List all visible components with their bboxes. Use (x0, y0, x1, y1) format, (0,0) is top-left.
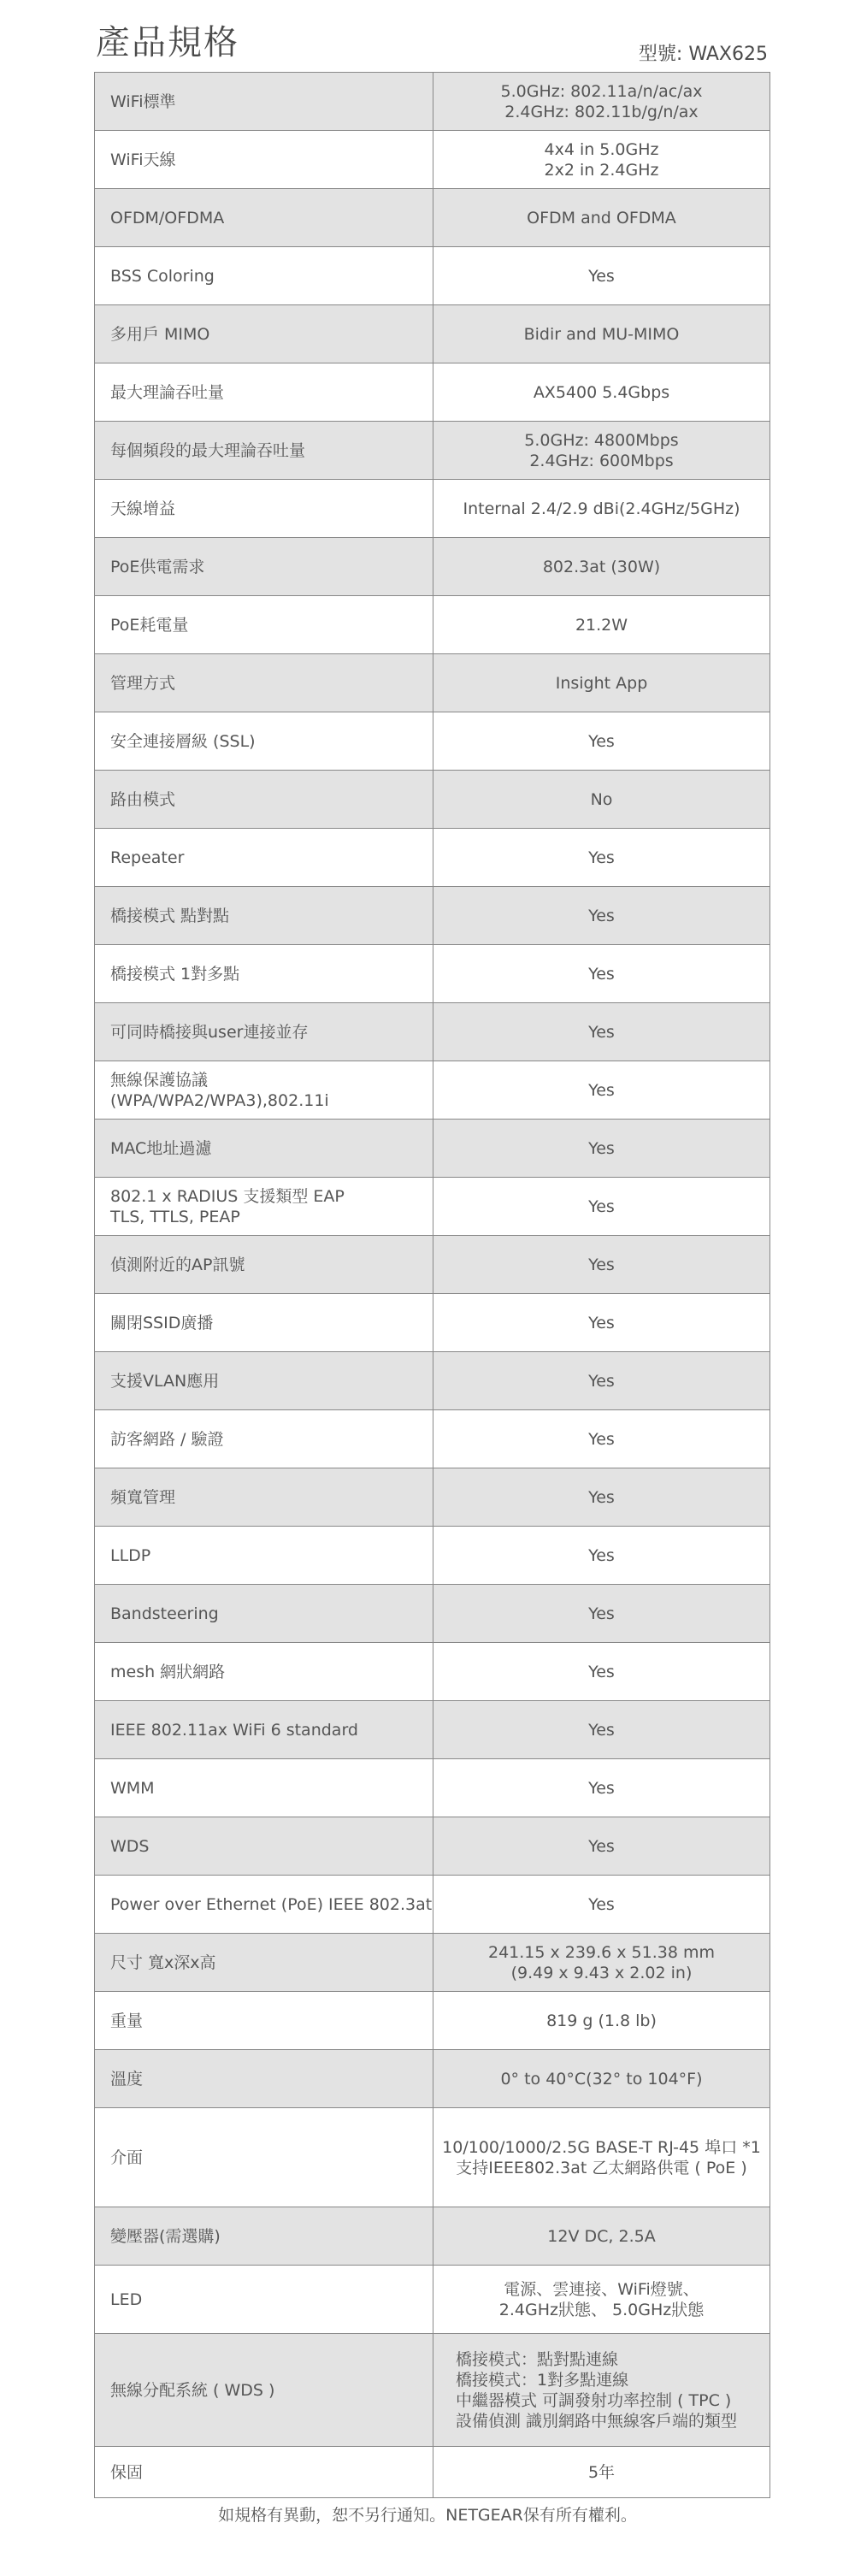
spec-value: No (433, 771, 770, 829)
spec-value: 802.3at (30W) (433, 538, 770, 596)
spec-label: 安全連接層級 (SSL) (95, 712, 433, 771)
spec-label: 變壓器(需選購) (95, 2207, 433, 2266)
spec-label: Repeater (95, 829, 433, 887)
spec-row (95, 1061, 770, 1120)
spec-row (95, 1701, 770, 1759)
spec-row (95, 363, 770, 422)
spec-row (95, 1410, 770, 1468)
spec-row (95, 480, 770, 538)
spec-table-body (95, 73, 770, 2498)
spec-label: IEEE 802.11ax WiFi 6 standard (95, 1701, 433, 1759)
spec-value: 21.2W (433, 596, 770, 654)
spec-value: Yes (433, 1468, 770, 1527)
spec-row (95, 1236, 770, 1294)
spec-value: 0° to 40°C(32° to 104°F) (433, 2050, 770, 2108)
spec-value: Insight App (433, 654, 770, 712)
spec-label: 管理方式 (95, 654, 433, 712)
spec-row (95, 1992, 770, 2050)
spec-row (95, 1527, 770, 1585)
spec-table (94, 72, 770, 2498)
spec-value: Yes (433, 1527, 770, 1585)
spec-row (95, 538, 770, 596)
spec-label: 關閉SSID廣播 (95, 1294, 433, 1352)
spec-row (95, 1468, 770, 1527)
spec-label: 訪客網路 / 驗證 (95, 1410, 433, 1468)
spec-label: 無線分配系統 ( WDS ) (95, 2334, 433, 2447)
spec-label: WiFi標準 (95, 73, 433, 131)
spec-value: Yes (433, 1294, 770, 1352)
spec-row (95, 1934, 770, 1992)
spec-label: 802.1 x RADIUS 支援類型 EAP TLS, TTLS, PEAP (95, 1178, 433, 1236)
spec-value: 4x4 in 5.0GHz 2x2 in 2.4GHz (433, 131, 770, 189)
spec-row (95, 945, 770, 1003)
spec-label: Bandsteering (95, 1585, 433, 1643)
spec-value: Yes (433, 1759, 770, 1817)
spec-label: PoE供電需求 (95, 538, 433, 596)
spec-label: 支援VLAN應用 (95, 1352, 433, 1410)
spec-row (95, 422, 770, 480)
spec-row (95, 2266, 770, 2334)
spec-label: 保固 (95, 2447, 433, 2498)
spec-label: mesh 網狀網路 (95, 1643, 433, 1701)
spec-row (95, 2108, 770, 2207)
spec-value: 12V DC, 2.5A (433, 2207, 770, 2266)
spec-label: 尺寸 寬x深x高 (95, 1934, 433, 1992)
spec-row (95, 189, 770, 247)
spec-label: 多用戶 MIMO (95, 305, 433, 363)
spec-label: LED (95, 2266, 433, 2334)
spec-value: Yes (433, 829, 770, 887)
spec-label: 偵測附近的AP訊號 (95, 1236, 433, 1294)
spec-label: 每個頻段的最大理論吞吐量 (95, 422, 433, 480)
spec-label: BSS Coloring (95, 247, 433, 305)
spec-value: Yes (433, 1585, 770, 1643)
spec-row (95, 2050, 770, 2108)
spec-value: Yes (433, 1817, 770, 1876)
spec-value: Yes (433, 1061, 770, 1120)
spec-row (95, 1120, 770, 1178)
spec-label: PoE耗電量 (95, 596, 433, 654)
spec-row (95, 2447, 770, 2498)
spec-value: 橋接模式：點對點連線 橋接模式：1對多點連線 中繼器模式 可調發射功率控制 ( TPC ) 設備偵測 識別網路中無線客戶端的類型 (433, 2334, 770, 2447)
spec-value: Yes (433, 1876, 770, 1934)
spec-label: Power over Ethernet (PoE) IEEE 802.3at (95, 1876, 433, 1934)
spec-value: Internal 2.4/2.9 dBi(2.4GHz/5GHz) (433, 480, 770, 538)
spec-label: WMM (95, 1759, 433, 1817)
spec-value: OFDM and OFDMA (433, 189, 770, 247)
spec-value: Yes (433, 1410, 770, 1468)
spec-value: 5年 (433, 2447, 770, 2498)
spec-row (95, 1759, 770, 1817)
spec-value: Yes (433, 1352, 770, 1410)
spec-label: 介面 (95, 2108, 433, 2207)
spec-row (95, 1352, 770, 1410)
spec-row (95, 887, 770, 945)
spec-value: Yes (433, 712, 770, 771)
spec-row (95, 829, 770, 887)
spec-value: Yes (433, 247, 770, 305)
spec-value: Yes (433, 887, 770, 945)
spec-row (95, 247, 770, 305)
spec-label: WDS (95, 1817, 433, 1876)
model-number: 型號: WAX625 (638, 44, 768, 65)
spec-value: 241.15 x 239.6 x 51.38 mm (9.49 x 9.43 x 2.02 in) (433, 1934, 770, 1992)
spec-row (95, 131, 770, 189)
spec-row (95, 596, 770, 654)
spec-row (95, 73, 770, 131)
spec-value: Yes (433, 1643, 770, 1701)
spec-row (95, 305, 770, 363)
spec-label: 天線增益 (95, 480, 433, 538)
spec-value: AX5400 5.4Gbps (433, 363, 770, 422)
spec-row (95, 1003, 770, 1061)
spec-label: MAC地址過濾 (95, 1120, 433, 1178)
spec-row (95, 1294, 770, 1352)
spec-row (95, 771, 770, 829)
spec-label: 橋接模式 1對多點 (95, 945, 433, 1003)
spec-label: 路由模式 (95, 771, 433, 829)
spec-row (95, 1178, 770, 1236)
spec-value: Yes (433, 1178, 770, 1236)
spec-value: 819 g (1.8 lb) (433, 1992, 770, 2050)
spec-row (95, 2334, 770, 2447)
spec-label: LLDP (95, 1527, 433, 1585)
spec-row (95, 1817, 770, 1876)
spec-value: 電源、雲連接、WiFi燈號、 2.4GHz狀態、 5.0GHz狀態 (433, 2266, 770, 2334)
spec-value: Yes (433, 945, 770, 1003)
spec-row (95, 712, 770, 771)
spec-row (95, 2207, 770, 2266)
spec-label: OFDM/OFDMA (95, 189, 433, 247)
spec-label: 可同時橋接與user連接並存 (95, 1003, 433, 1061)
spec-row (95, 1585, 770, 1643)
spec-header (96, 15, 768, 72)
page-title: 產品規格 (96, 23, 239, 62)
spec-value: 10/100/1000/2.5G BASE-T RJ-45 埠口 *1 支持IEEE802.3at 乙太網路供電 ( PoE ) (433, 2108, 770, 2207)
spec-label: WiFi天線 (95, 131, 433, 189)
footer-note: 如規格有異動，恕不另行通知。NETGEAR保有所有權利。 (218, 2506, 637, 2525)
spec-label: 最大理論吞吐量 (95, 363, 433, 422)
spec-value: Yes (433, 1236, 770, 1294)
spec-value: Yes (433, 1701, 770, 1759)
spec-value: 5.0GHz: 4800Mbps 2.4GHz: 600Mbps (433, 422, 770, 480)
spec-label: 橋接模式 點對點 (95, 887, 433, 945)
spec-label: 溫度 (95, 2050, 433, 2108)
spec-row (95, 1643, 770, 1701)
spec-label: 頻寬管理 (95, 1468, 433, 1527)
spec-value: Yes (433, 1003, 770, 1061)
spec-label: 無線保護協議 (WPA/WPA2/WPA3),802.11i (95, 1061, 433, 1120)
spec-value: Yes (433, 1120, 770, 1178)
spec-value: 5.0GHz: 802.11a/n/ac/ax 2.4GHz: 802.11b/g/n/ax (433, 73, 770, 131)
spec-value: Bidir and MU-MIMO (433, 305, 770, 363)
spec-row (95, 1876, 770, 1934)
spec-row (95, 654, 770, 712)
spec-label: 重量 (95, 1992, 433, 2050)
